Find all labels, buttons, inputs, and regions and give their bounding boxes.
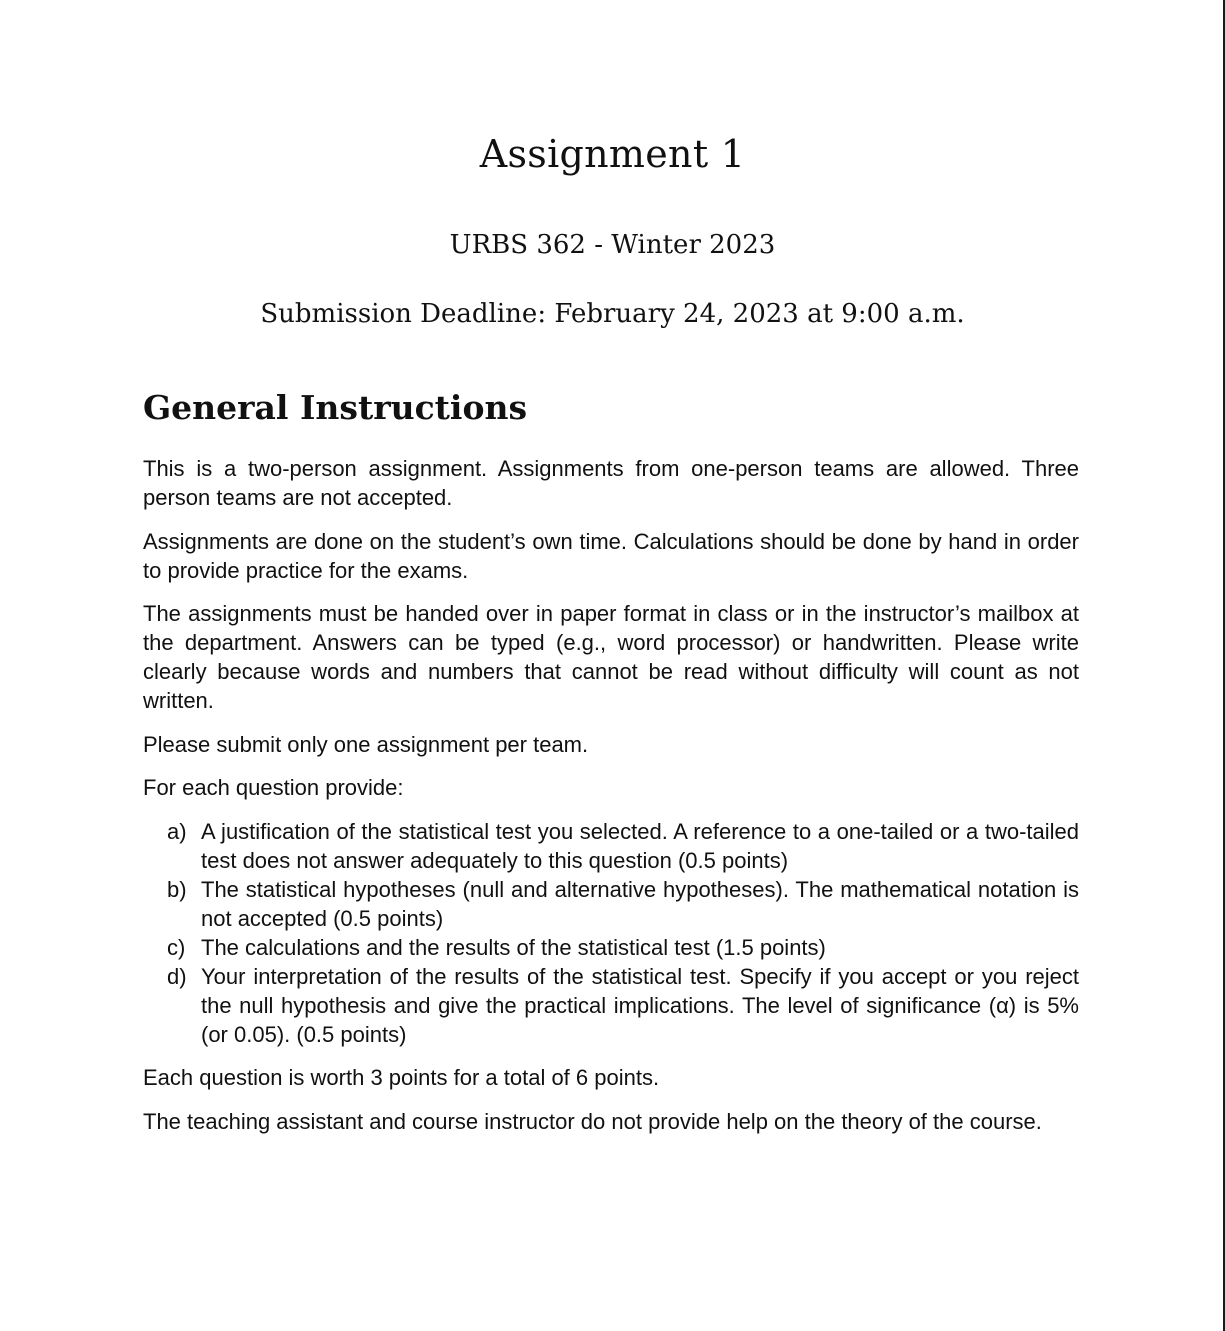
course-subtitle: URBS 362 - Winter 2023: [449, 230, 776, 260]
instructions-body: [143, 454, 1079, 1150]
question-requirements-list: [143, 817, 1079, 1049]
paragraph-each-question: For each question provide:: [143, 775, 404, 800]
list-item-label: d): [167, 963, 187, 989]
paragraph-no-help: The teaching assistant and course instructor do not provide help on the theory of the course.: [143, 1108, 1042, 1134]
list-item-label: c): [167, 934, 186, 960]
list-item-text: A justification of the statistical test you selected. A reference to a one-tailed or a two-tailed test does not answer adequately to this question (0.5 points): [201, 818, 1079, 873]
paragraph-calculations: Assignments are done on the student’s own time. Calculations should be done by hand in order to provide practice for the exams.: [143, 528, 1079, 583]
paragraph-submission-format: The assignments must be handed over in paper format in class or in the instructor’s mailbox at the department. Answers can be typed (e.g., word processor) or handwritten. Please write clearly because words and numbers that cannot be read without difficulty will count as not written.: [143, 601, 1079, 713]
paragraph-team-size: This is a two-person assignment. Assignments from one-person teams are allowed. Three person teams are not accepted.: [143, 456, 1079, 510]
list-item: [143, 933, 1079, 962]
list-item-label: b): [167, 876, 187, 902]
list-item: [143, 817, 1079, 875]
assignment-title: Assignment 1: [479, 132, 746, 176]
list-item-text: Your interpretation of the results of the statistical test. Specify if you accept or you reject the null hypothesis and give the practical implications. The level of significance (α) is 5% (or 0.05). (0.5 points): [201, 963, 1079, 1047]
list-item-text: The statistical hypotheses (null and alternative hypotheses). The mathematical notation is not accepted (0.5 points): [201, 876, 1079, 931]
submission-deadline: Submission Deadline: February 24, 2023 at 9:00 a.m.: [260, 299, 965, 329]
paragraph-one-per-team: Please submit only one assignment per team.: [143, 731, 589, 757]
paragraph-points-total: Each question is worth 3 points for a total of 6 points.: [143, 1065, 660, 1090]
list-item: [143, 875, 1079, 933]
list-item-label: a): [167, 818, 187, 844]
list-item-text: The calculations and the results of the statistical test (1.5 points): [201, 934, 826, 960]
section-heading: General Instructions: [143, 388, 528, 427]
list-item: [143, 962, 1079, 1049]
